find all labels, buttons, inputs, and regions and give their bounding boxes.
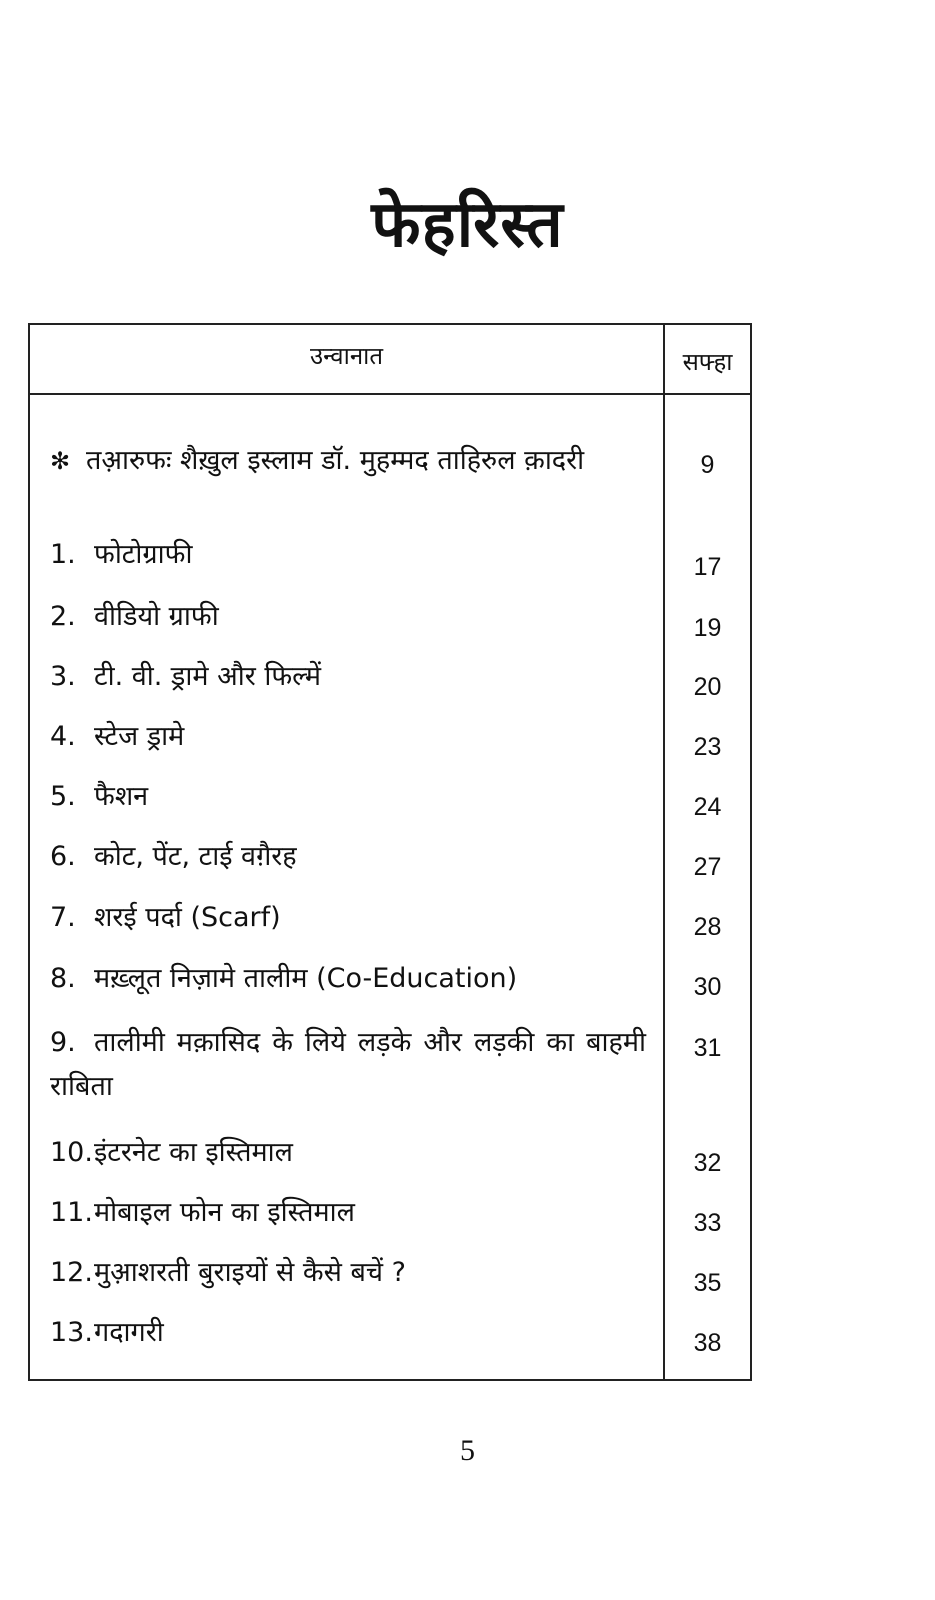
toc-topic [50, 775, 646, 819]
contents-table [28, 323, 752, 1381]
topics-column-header: उन्वानात [309, 342, 384, 370]
toc-number: 5. [50, 781, 76, 812]
toc-page: 30 [693, 973, 722, 1001]
toc-topic [50, 655, 646, 699]
toc-page: 28 [693, 913, 722, 941]
toc-number: 3. [50, 661, 76, 692]
toc-topic-text: तालीमी मक़ासिद के लिये लड़के और लड़की का बाहमी राबिता [50, 1027, 646, 1102]
toc-topic [50, 533, 646, 577]
toc-number: 6. [50, 841, 76, 872]
page-title: फेहरिस्त [371, 188, 564, 262]
toc-number: 10. [50, 1137, 93, 1168]
page-column-header: सफ्हा [682, 348, 733, 376]
toc-page: 24 [693, 793, 722, 821]
toc-topic [50, 1311, 646, 1355]
toc-topic-text: गदागरी [94, 1317, 164, 1348]
header-rule [30, 393, 750, 395]
toc-page: 27 [693, 853, 722, 881]
toc-page: 38 [693, 1329, 722, 1357]
toc-topic-text: स्टेज ड्रामे [94, 721, 185, 752]
toc-topic [50, 715, 646, 759]
toc-page: 19 [693, 614, 722, 642]
toc-number: 1. [50, 539, 76, 570]
toc-number: 8. [50, 963, 76, 994]
toc-number: 7. [50, 902, 76, 933]
toc-topic-text: मख़्लूत निज़ामे तालीम (Co-Education) [94, 963, 518, 994]
toc-topic [50, 595, 646, 639]
toc-topic [50, 1021, 646, 1109]
toc-page: 32 [693, 1149, 722, 1177]
toc-topic [50, 1251, 646, 1295]
asterism-icon: ✻ [50, 447, 71, 475]
page-number: 5 [460, 1434, 475, 1467]
toc-topic [50, 835, 646, 879]
toc-topic-text: फोटोग्राफी [94, 539, 193, 570]
toc-page: 17 [693, 553, 722, 581]
toc-topic-text: इंटरनेट का इस्तिमाल [94, 1137, 293, 1168]
toc-page: 23 [693, 733, 722, 761]
toc-page: 35 [693, 1269, 722, 1297]
toc-topic [50, 1131, 646, 1175]
toc-number: 4. [50, 721, 76, 752]
toc-number: 12. [50, 1257, 93, 1288]
toc-page: 31 [693, 1034, 722, 1062]
toc-number: 13. [50, 1317, 93, 1348]
toc-topic-text: वीडियो ग्राफी [94, 601, 219, 632]
toc-topic-text: शरई पर्दा (Scarf) [94, 902, 281, 933]
toc-page-intro: 9 [700, 451, 715, 479]
toc-page: 33 [693, 1209, 722, 1237]
toc-topic-text: तआ़रुफः शैख़ुल इस्लाम डॉ. मुहम्मद ताहिरुल क़ादरी [86, 445, 585, 476]
toc-topic-intro [50, 439, 646, 483]
toc-topic [50, 896, 646, 940]
toc-page: 20 [693, 673, 722, 701]
toc-topic-text: मोबाइल फोन का इस्तिमाल [94, 1197, 355, 1228]
toc-topic [50, 1191, 646, 1235]
toc-topic-text: कोट, पेंट, टाई वग़ैरह [94, 841, 297, 872]
toc-topic-text: मुआ़शरती बुराइयों से कैसे बचें ? [94, 1257, 406, 1288]
toc-topic-text: फैशन [94, 781, 149, 812]
toc-number: 2. [50, 601, 76, 632]
toc-topic [50, 957, 646, 1001]
toc-topic-text: टी. वी. ड्रामे और फिल्में [94, 661, 321, 692]
toc-number: 11. [50, 1197, 93, 1228]
toc-number: 9. [50, 1027, 76, 1058]
